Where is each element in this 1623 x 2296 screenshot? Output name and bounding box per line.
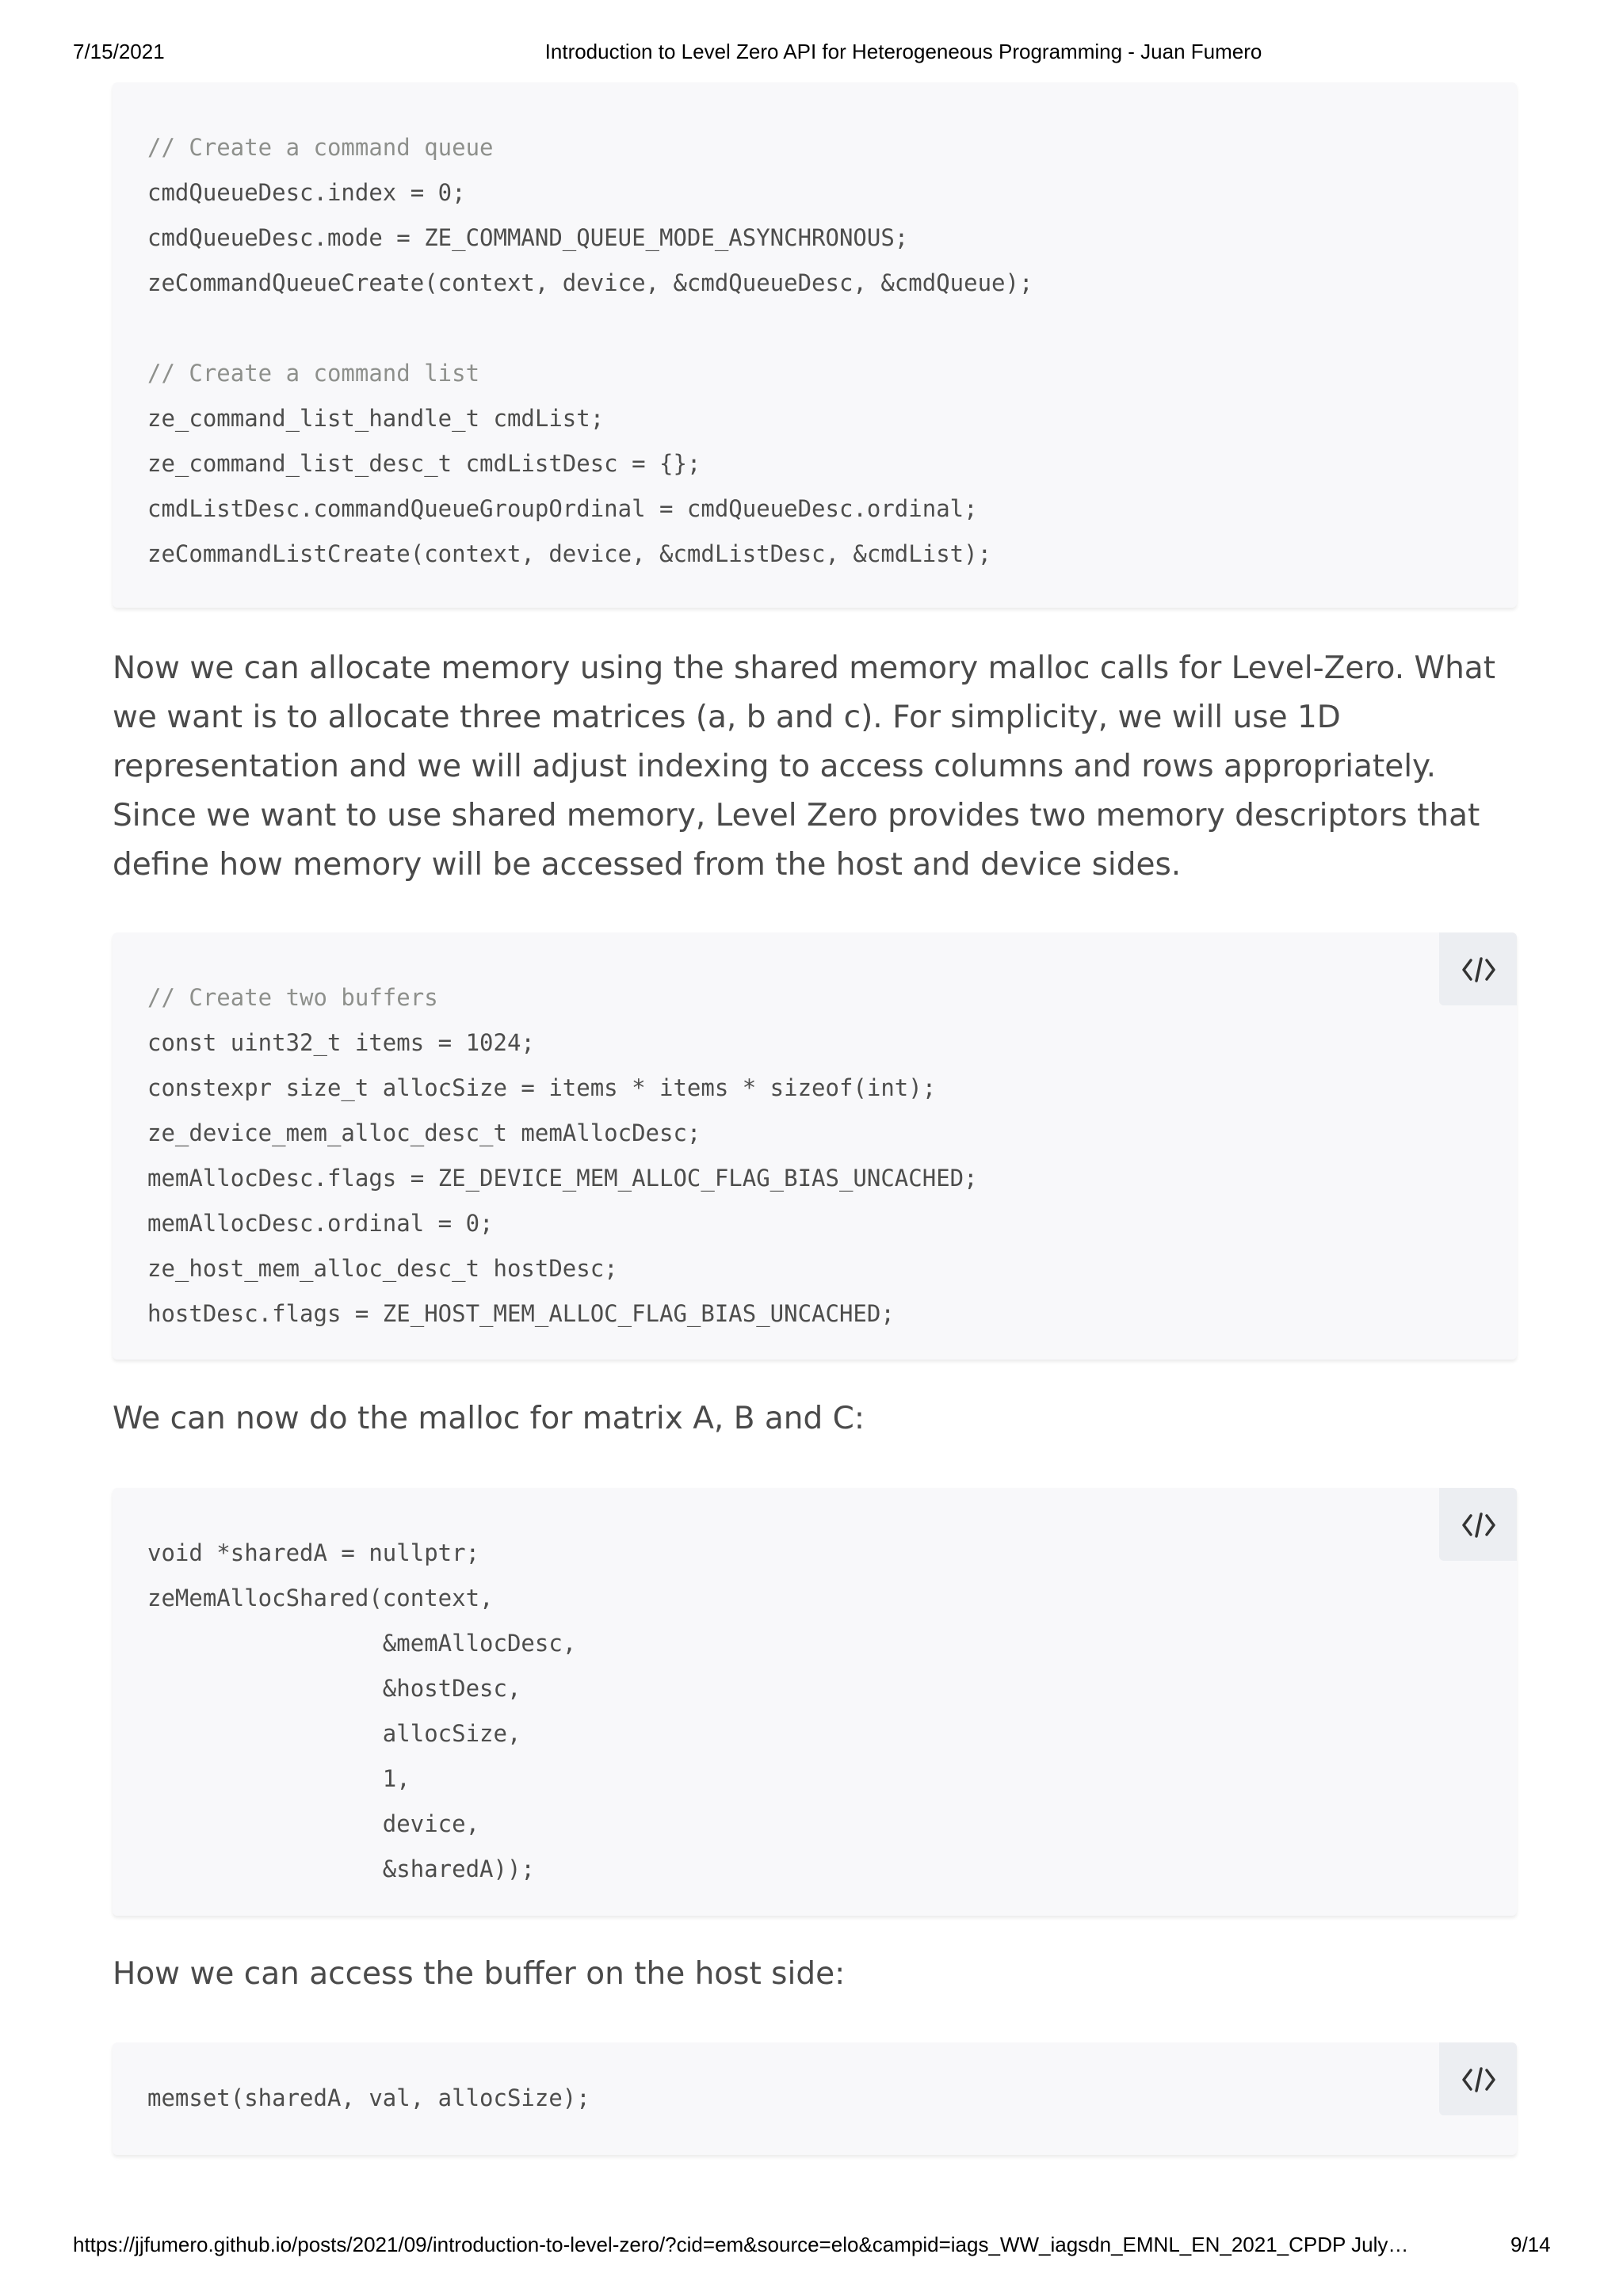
- code-icon: [1462, 1512, 1495, 1538]
- copy-code-button[interactable]: [1439, 933, 1517, 1005]
- code-line: ze_command_list_desc_t cmdListDesc = {};: [147, 450, 701, 477]
- code-line: allocSize,: [147, 1720, 521, 1747]
- code-line: const uint32_t items = 1024;: [147, 1029, 535, 1056]
- print-header: [0, 40, 1623, 67]
- code-line: // Create a command list: [147, 360, 480, 387]
- code-line: // Create two buffers: [147, 984, 438, 1011]
- code-content: [147, 2076, 590, 2121]
- code-line: // Create a command queue: [147, 134, 494, 161]
- code-block-buffers: [113, 933, 1517, 1360]
- code-line: memset(sharedA, val, allocSize);: [147, 2084, 590, 2111]
- code-line: &sharedA));: [147, 1855, 535, 1882]
- code-content: [147, 975, 978, 1337]
- code-line: cmdListDesc.commandQueueGroupOrdinal = cmdQueueDesc.ordinal;: [147, 495, 978, 522]
- code-line: &memAllocDesc,: [147, 1630, 577, 1657]
- copy-code-button[interactable]: [1439, 1488, 1517, 1561]
- copy-code-button[interactable]: [1439, 2042, 1517, 2115]
- code-line: void *sharedA = nullptr;: [147, 1539, 480, 1566]
- code-line: &hostDesc,: [147, 1675, 521, 1702]
- code-line: ze_host_mem_alloc_desc_t hostDesc;: [147, 1255, 618, 1282]
- code-line: hostDesc.flags = ZE_HOST_MEM_ALLOC_FLAG_BIAS_UNCACHED;: [147, 1300, 895, 1327]
- code-block-command-queue: [113, 82, 1517, 608]
- code-line: ze_command_list_handle_t cmdList;: [147, 405, 605, 432]
- page-number: 9/14: [1510, 2233, 1551, 2256]
- print-url: https://jjfumero.github.io/posts/2021/09/introduction-to-level-zero/?cid=em&source=elo&campid=iags_WW_iagsdn_EMNL_EN_2021_CPDP July…: [73, 2233, 1409, 2256]
- paragraph-host-access: How we can access the buffer on the host side:: [113, 1956, 846, 1992]
- code-content: [147, 1531, 576, 1892]
- code-line: zeCommandListCreate(context, device, &cmdListDesc, &cmdList);: [147, 540, 992, 567]
- print-title: Introduction to Level Zero API for Heterogeneous Programming - Juan Fumero: [544, 40, 1262, 63]
- code-line: constexpr size_t allocSize = items * items * sizeof(int);: [147, 1074, 937, 1101]
- code-block-malloc: [113, 1488, 1517, 1916]
- code-line: 1,: [147, 1765, 411, 1792]
- code-icon: [1462, 2067, 1495, 2092]
- code-line: memAllocDesc.ordinal = 0;: [147, 1210, 494, 1237]
- code-line: memAllocDesc.flags = ZE_DEVICE_MEM_ALLOC_FLAG_BIAS_UNCACHED;: [147, 1165, 978, 1192]
- print-date: 7/15/2021: [73, 40, 165, 63]
- code-line: device,: [147, 1810, 480, 1837]
- code-block-memset: [113, 2042, 1517, 2155]
- paragraph-malloc: We can now do the malloc for matrix A, B and C:: [113, 1401, 865, 1436]
- code-line: zeMemAllocShared(context,: [147, 1585, 494, 1611]
- code-line: cmdQueueDesc.mode = ZE_COMMAND_QUEUE_MODE_ASYNCHRONOUS;: [147, 224, 909, 251]
- code-icon: [1462, 957, 1495, 982]
- code-content: [147, 125, 1033, 577]
- paragraph-shared-memory: Now we can allocate memory using the shared memory malloc calls for Level-Zero. What we want is to allocate three matrices (a, b and c). For simplicity, we will use 1D representation and we will adjust indexing to access columns and rows appropriately. Since we want to use shared memory, Level Zero provides two memory descriptors that define how memory will be accessed from the host and device sides.: [113, 650, 1495, 883]
- code-line: zeCommandQueueCreate(context, device, &cmdQueueDesc, &cmdQueue);: [147, 269, 1033, 296]
- code-line: cmdQueueDesc.index = 0;: [147, 179, 466, 206]
- code-line: ze_device_mem_alloc_desc_t memAllocDesc;: [147, 1119, 701, 1146]
